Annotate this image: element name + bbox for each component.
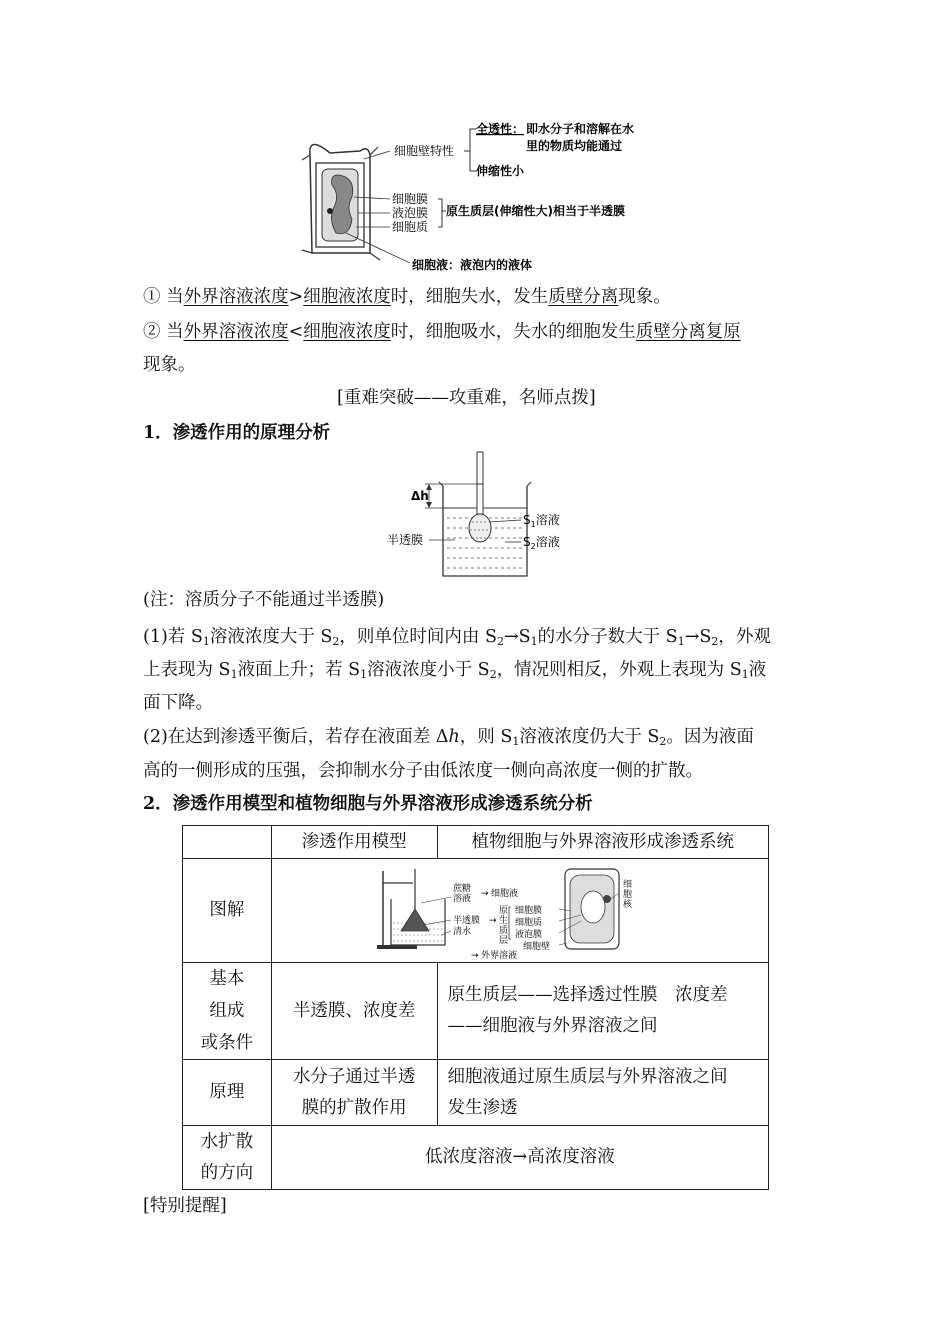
arrow-outside: → xyxy=(470,950,479,959)
table-header-model: 渗透作用模型 xyxy=(271,826,437,859)
vacuole-label: 液泡膜 xyxy=(514,929,542,940)
sugar-label-2: 溶液 xyxy=(452,893,471,904)
nucleus-char-3: 核 xyxy=(622,899,632,910)
s1-label: $S_1$溶液 xyxy=(523,513,560,529)
item-2-title: 2．渗透作用模型和植物细胞与外界溶液形成渗透系统分析 xyxy=(143,794,593,814)
point-2: ② 当外界溶液浓度<细胞液浓度时，细胞吸水，失水的细胞发生质壁分离复原 xyxy=(143,322,741,342)
cell-sap-desc: 细胞液：液泡内的液体 xyxy=(412,258,533,272)
full-permeable-title: 全透性： xyxy=(476,122,525,136)
stretch-small: 伸缩性小 xyxy=(476,164,525,178)
proto-char-2: 生 xyxy=(498,915,508,926)
row-principle-model: 水分子通过半透 膜的扩散作用 xyxy=(271,1060,437,1126)
table-header-plant: 植物细胞与外界溶液形成渗透系统 xyxy=(437,826,768,859)
cell-wall-label: 细胞壁特性 xyxy=(394,144,455,158)
cell-sap-label: 细胞液 xyxy=(490,888,518,899)
wall-label: 细胞壁 xyxy=(522,941,550,952)
water-label: 清水 xyxy=(452,926,471,937)
para-1-line-3: 面下降。 xyxy=(143,693,213,713)
full-permeable-desc-1: 即水分子和溶解在水 xyxy=(526,122,635,136)
proto-char-4: 层 xyxy=(498,935,508,946)
para-1-line-1: (1)若 $S_1$溶液浓度大于 $S_2$，则单位时间内由 $S_2\to S_1$的水分子数大于 $S_1\to S_2$，外观 xyxy=(143,627,771,648)
sugar-label: 蔗糖 xyxy=(452,883,471,894)
row-principle-label: 原理 xyxy=(183,1060,272,1126)
row-direction-label: 水扩散 的方向 xyxy=(183,1126,272,1190)
membrane-label: 细胞膜 xyxy=(514,905,542,916)
full-permeable-desc-2: 里的物质均能通过 xyxy=(526,139,623,153)
semipermeable-label: 半透膜 xyxy=(387,533,424,547)
section-heading: [重难突破——攻重难，名师点拨] xyxy=(337,388,596,408)
table-diagram-cell xyxy=(271,859,768,963)
s2-label: $S_2$溶液 xyxy=(523,535,560,551)
note: (注：溶质分子不能通过半透膜) xyxy=(143,590,385,610)
cytoplasm-label-2: 细胞质 xyxy=(514,917,542,928)
row-principle-plant: 细胞液通过原生质层与外界溶液之间 发生渗透 xyxy=(437,1060,768,1126)
comparison-table xyxy=(182,825,769,1190)
para-2-line-1: (2)在达到渗透平衡后，若存在液面差 Δh，则 $S_1$溶液浓度仍大于 $S_2$。因为液面 xyxy=(143,727,754,748)
delta-h-label: Δh xyxy=(411,489,429,503)
table-header-empty xyxy=(183,826,272,859)
nucleus-char-1: 细 xyxy=(622,879,632,890)
point-2-end: 现象。 xyxy=(143,355,196,375)
nucleus-char-2: 胞 xyxy=(622,889,632,900)
item-1-title: 1．渗透作用的原理分析 xyxy=(143,423,331,443)
row-diagram-label: 图解 xyxy=(183,859,272,963)
outside-label: 外界溶液 xyxy=(480,950,517,959)
para-2-line-2: 高的一侧形成的压强，会抑制水分子由低浓度一侧向高浓度一侧的扩散。 xyxy=(143,761,703,781)
point-1: ① 当外界溶液浓度>细胞液浓度时，细胞失水，发生质壁分离现象。 xyxy=(143,287,671,307)
proto-char-1: 原 xyxy=(498,905,508,916)
row-basic-model: 半透膜、浓度差 xyxy=(271,963,437,1060)
semi-label: 半透膜 xyxy=(452,915,480,926)
arrow-semi: → xyxy=(488,915,497,926)
plant-cell-diagram xyxy=(300,115,670,275)
protoplast-desc: 原生质层(伸缩性大)相当于半透膜 xyxy=(446,204,625,218)
vacuole-membrane-label: 液泡膜 xyxy=(392,206,429,220)
row-direction-value: 低浓度溶液→高浓度溶液 xyxy=(271,1126,768,1190)
osmosis-beaker-diagram xyxy=(385,450,585,580)
arrow-sap: → xyxy=(480,888,489,899)
para-1-line-2: 上表现为 $S_1$液面上升；若 $S_1$溶液浓度小于 $S_2$，情况则相反，外观上表现为 $S_1$液 xyxy=(143,660,767,681)
cytoplasm-label: 细胞质 xyxy=(392,220,429,234)
row-basic-plant: 原生质层——选择透过性膜 浓度差 ——细胞液与外界溶液之间 xyxy=(437,963,768,1060)
cell-membrane-label: 细胞膜 xyxy=(392,192,429,206)
proto-char-3: 质 xyxy=(498,925,508,936)
row-basic-label: 基本 组成 或条件 xyxy=(183,963,272,1060)
osmosis-system-diagram xyxy=(375,863,665,959)
special-reminder: [特别提醒] xyxy=(143,1196,227,1216)
